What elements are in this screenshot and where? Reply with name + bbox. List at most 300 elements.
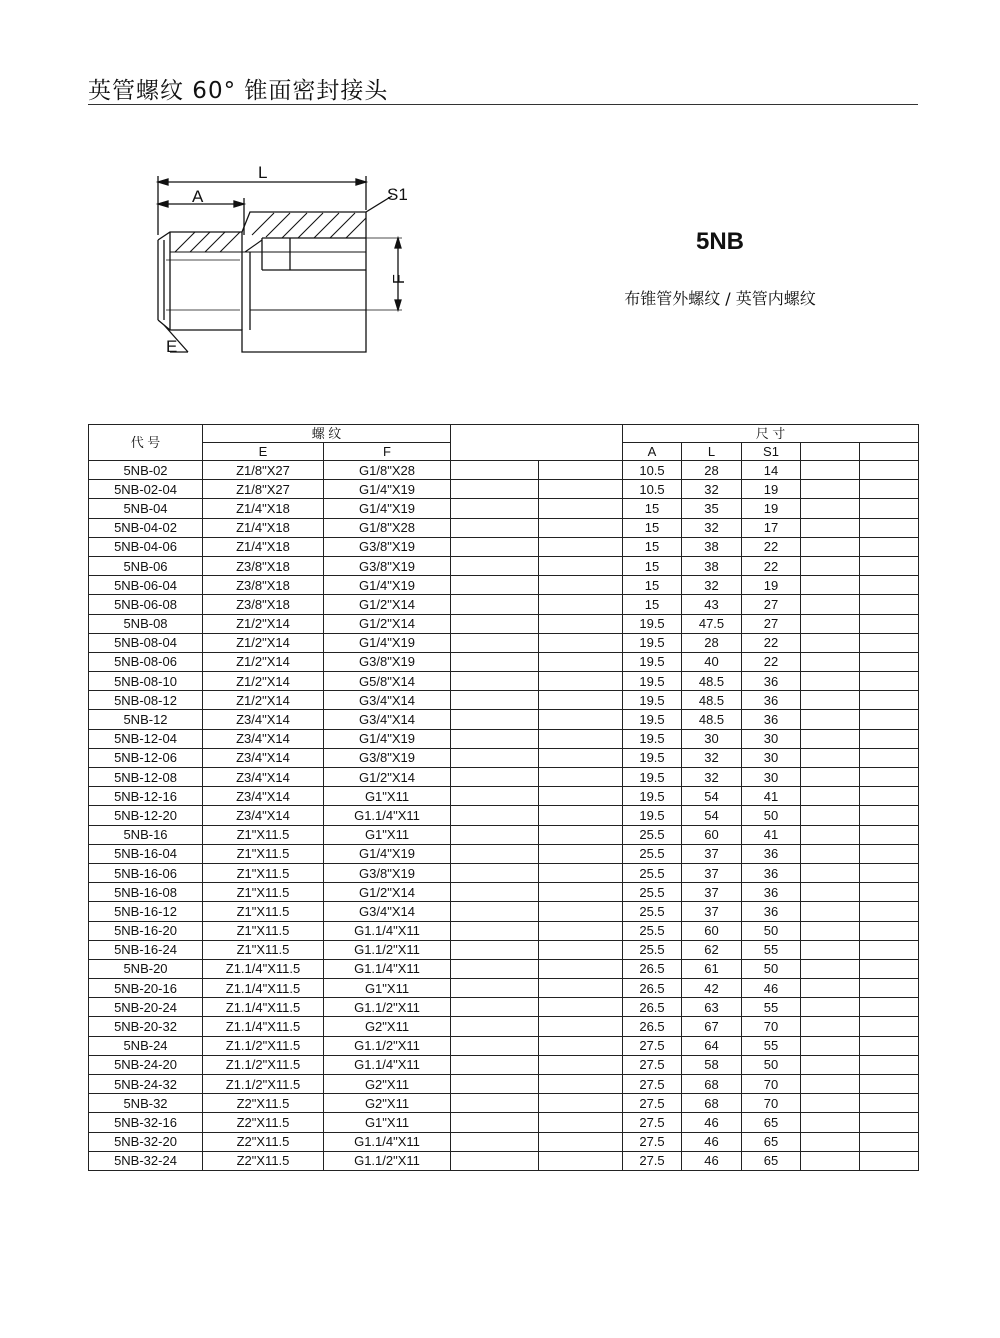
cell-thread-e: Z1"X11.5 (203, 902, 324, 921)
header-code: 代 号 (89, 425, 203, 461)
cell-empty (801, 787, 860, 806)
cell-s1: 19 (742, 576, 801, 595)
cell-s1: 65 (742, 1132, 801, 1151)
cell-empty (801, 633, 860, 652)
cell-l: 48.5 (682, 710, 742, 729)
cell-code: 5NB-24-32 (89, 1075, 203, 1094)
cell-blank (539, 710, 623, 729)
cell-l: 37 (682, 863, 742, 882)
cell-thread-e: Z3/8"X18 (203, 595, 324, 614)
cell-code: 5NB-16-24 (89, 940, 203, 959)
cell-empty (860, 998, 919, 1017)
cell-blank (451, 902, 539, 921)
cell-empty (860, 921, 919, 940)
table-row (89, 959, 919, 978)
cell-thread-f: G1/4"X19 (324, 480, 451, 499)
cell-blank (539, 1036, 623, 1055)
cell-thread-f: G1/4"X19 (324, 729, 451, 748)
cell-empty (801, 556, 860, 575)
cell-s1: 65 (742, 1151, 801, 1170)
cell-s1: 55 (742, 1036, 801, 1055)
cell-s1: 70 (742, 1094, 801, 1113)
cell-s1: 70 (742, 1075, 801, 1094)
cell-empty (801, 1017, 860, 1036)
cell-thread-e: Z1/4"X18 (203, 518, 324, 537)
cell-empty (860, 825, 919, 844)
header-empty (801, 443, 860, 461)
cell-blank (539, 787, 623, 806)
cell-l: 46 (682, 1113, 742, 1132)
cell-thread-f: G1/2"X14 (324, 883, 451, 902)
cell-blank (539, 979, 623, 998)
cell-code: 5NB-16-08 (89, 883, 203, 902)
cell-thread-e: Z1.1/4"X11.5 (203, 998, 324, 1017)
cell-blank (451, 595, 539, 614)
cell-a: 10.5 (623, 480, 682, 499)
cell-empty (860, 844, 919, 863)
cell-thread-f: G1/4"X19 (324, 633, 451, 652)
cell-empty (860, 691, 919, 710)
cell-a: 27.5 (623, 1075, 682, 1094)
cell-blank (539, 576, 623, 595)
cell-code: 5NB-04 (89, 499, 203, 518)
cell-blank (451, 1094, 539, 1113)
cell-empty (801, 691, 860, 710)
cell-thread-e: Z2"X11.5 (203, 1094, 324, 1113)
cell-blank (451, 461, 539, 480)
cell-empty (860, 480, 919, 499)
cell-s1: 22 (742, 556, 801, 575)
product-description: 布锥管外螺纹 / 英管内螺纹 (624, 289, 816, 308)
cell-blank (539, 806, 623, 825)
cell-a: 27.5 (623, 1036, 682, 1055)
cell-a: 25.5 (623, 863, 682, 882)
cell-s1: 14 (742, 461, 801, 480)
cell-blank (539, 768, 623, 787)
table-row (89, 748, 919, 767)
cell-empty (801, 883, 860, 902)
cell-empty (860, 1017, 919, 1036)
cell-thread-e: Z1.1/4"X11.5 (203, 959, 324, 978)
cell-empty (860, 883, 919, 902)
cell-thread-e: Z1/2"X14 (203, 691, 324, 710)
cell-s1: 27 (742, 614, 801, 633)
cell-blank (451, 1113, 539, 1132)
cell-thread-e: Z3/4"X14 (203, 729, 324, 748)
cell-thread-f: G3/8"X19 (324, 556, 451, 575)
cell-thread-e: Z3/4"X14 (203, 768, 324, 787)
cell-code: 5NB-32-24 (89, 1151, 203, 1170)
cell-s1: 30 (742, 768, 801, 787)
cell-code: 5NB-12-16 (89, 787, 203, 806)
cell-thread-f: G1.1/4"X11 (324, 806, 451, 825)
cell-blank (451, 863, 539, 882)
cell-empty (860, 461, 919, 480)
cell-empty (801, 518, 860, 537)
cell-empty (801, 614, 860, 633)
cell-s1: 36 (742, 902, 801, 921)
table-row (89, 1055, 919, 1074)
cell-l: 38 (682, 556, 742, 575)
cell-empty (860, 806, 919, 825)
cell-blank (539, 844, 623, 863)
cell-s1: 19 (742, 499, 801, 518)
cell-a: 19.5 (623, 652, 682, 671)
cell-blank (451, 1055, 539, 1074)
cell-empty (860, 863, 919, 882)
cell-thread-f: G1"X11 (324, 979, 451, 998)
cell-empty (801, 979, 860, 998)
cell-blank (451, 768, 539, 787)
cell-a: 15 (623, 556, 682, 575)
cell-a: 25.5 (623, 825, 682, 844)
cell-thread-f: G1/2"X14 (324, 614, 451, 633)
cell-thread-f: G1/4"X19 (324, 499, 451, 518)
cell-empty (801, 461, 860, 480)
cell-l: 32 (682, 748, 742, 767)
cell-l: 61 (682, 959, 742, 978)
cell-thread-f: G3/4"X14 (324, 691, 451, 710)
cell-thread-f: G1/8"X28 (324, 461, 451, 480)
cell-code: 5NB-04-06 (89, 537, 203, 556)
table-row (89, 768, 919, 787)
cell-thread-e: Z1.1/2"X11.5 (203, 1055, 324, 1074)
cell-thread-e: Z1/2"X14 (203, 633, 324, 652)
cell-empty (801, 710, 860, 729)
cell-l: 37 (682, 844, 742, 863)
cell-thread-f: G1/2"X14 (324, 595, 451, 614)
cell-blank (451, 940, 539, 959)
cell-code: 5NB-16-12 (89, 902, 203, 921)
cell-code: 5NB-12-06 (89, 748, 203, 767)
cell-code: 5NB-06 (89, 556, 203, 575)
cell-thread-e: Z1/2"X14 (203, 614, 324, 633)
cell-empty (801, 806, 860, 825)
cell-blank (451, 576, 539, 595)
table-header-row (89, 425, 919, 443)
cell-thread-e: Z1/2"X14 (203, 652, 324, 671)
cell-empty (860, 1036, 919, 1055)
cell-empty (860, 1094, 919, 1113)
cell-thread-e: Z1.1/2"X11.5 (203, 1075, 324, 1094)
cell-empty (860, 633, 919, 652)
cell-empty (860, 652, 919, 671)
cell-code: 5NB-12 (89, 710, 203, 729)
cell-a: 26.5 (623, 979, 682, 998)
cell-thread-f: G1/2"X14 (324, 768, 451, 787)
cell-thread-f: G3/4"X14 (324, 710, 451, 729)
cell-s1: 36 (742, 863, 801, 882)
cell-s1: 36 (742, 710, 801, 729)
label-F: F (391, 274, 408, 284)
cell-l: 37 (682, 902, 742, 921)
cell-a: 19.5 (623, 748, 682, 767)
cell-code: 5NB-04-02 (89, 518, 203, 537)
cell-thread-e: Z3/4"X14 (203, 748, 324, 767)
cell-l: 40 (682, 652, 742, 671)
cell-blank (539, 1055, 623, 1074)
table-row (89, 652, 919, 671)
cell-a: 26.5 (623, 998, 682, 1017)
cell-code: 5NB-16-04 (89, 844, 203, 863)
cell-thread-f: G3/4"X14 (324, 902, 451, 921)
cell-empty (801, 537, 860, 556)
cell-blank (539, 537, 623, 556)
cell-empty (801, 1075, 860, 1094)
cell-blank (539, 1113, 623, 1132)
cell-blank (539, 940, 623, 959)
cell-s1: 36 (742, 844, 801, 863)
cell-empty (801, 940, 860, 959)
cell-blank (451, 710, 539, 729)
cell-empty (860, 959, 919, 978)
cell-l: 68 (682, 1075, 742, 1094)
cell-a: 10.5 (623, 461, 682, 480)
table-row (89, 940, 919, 959)
cell-thread-e: Z1"X11.5 (203, 863, 324, 882)
cell-code: 5NB-02-04 (89, 480, 203, 499)
cell-s1: 22 (742, 652, 801, 671)
cell-l: 30 (682, 729, 742, 748)
header-f: F (324, 443, 451, 461)
cell-empty (801, 825, 860, 844)
cell-thread-f: G3/8"X19 (324, 652, 451, 671)
cell-thread-e: Z1/4"X18 (203, 499, 324, 518)
cell-s1: 50 (742, 806, 801, 825)
table-row (89, 979, 919, 998)
cell-blank (451, 1075, 539, 1094)
cell-blank (539, 691, 623, 710)
table-row (89, 806, 919, 825)
cell-s1: 27 (742, 595, 801, 614)
table-row (89, 1075, 919, 1094)
table-row (89, 1113, 919, 1132)
cell-s1: 22 (742, 537, 801, 556)
cell-s1: 17 (742, 518, 801, 537)
cell-l: 60 (682, 825, 742, 844)
cell-thread-e: Z1/8"X27 (203, 480, 324, 499)
cell-empty (801, 499, 860, 518)
cell-thread-e: Z1.1/4"X11.5 (203, 1017, 324, 1036)
cell-empty (801, 1055, 860, 1074)
cell-code: 5NB-08-04 (89, 633, 203, 652)
cell-l: 60 (682, 921, 742, 940)
cell-blank (451, 518, 539, 537)
cell-l: 48.5 (682, 672, 742, 691)
fitting-drawing (140, 160, 430, 365)
cell-a: 15 (623, 576, 682, 595)
cell-s1: 36 (742, 672, 801, 691)
cell-blank (539, 959, 623, 978)
cell-thread-f: G3/8"X19 (324, 748, 451, 767)
table-row (89, 614, 919, 633)
cell-blank (451, 1132, 539, 1151)
cell-empty (801, 729, 860, 748)
cell-s1: 36 (742, 691, 801, 710)
header-blank (451, 425, 623, 461)
cell-a: 19.5 (623, 672, 682, 691)
cell-thread-e: Z1/4"X18 (203, 537, 324, 556)
cell-thread-e: Z1"X11.5 (203, 844, 324, 863)
cell-l: 46 (682, 1151, 742, 1170)
cell-a: 27.5 (623, 1113, 682, 1132)
cell-blank (539, 614, 623, 633)
cell-blank (451, 614, 539, 633)
cell-code: 5NB-32-16 (89, 1113, 203, 1132)
cell-empty (860, 576, 919, 595)
cell-blank (451, 806, 539, 825)
cell-s1: 46 (742, 979, 801, 998)
cell-blank (539, 1151, 623, 1170)
cell-blank (539, 1132, 623, 1151)
cell-code: 5NB-02 (89, 461, 203, 480)
cell-blank (451, 825, 539, 844)
cell-blank (451, 480, 539, 499)
cell-blank (451, 556, 539, 575)
table-row (89, 863, 919, 882)
cell-blank (539, 998, 623, 1017)
cell-thread-f: G1.1/2"X11 (324, 1151, 451, 1170)
cell-blank (451, 844, 539, 863)
cell-code: 5NB-12-04 (89, 729, 203, 748)
cell-code: 5NB-16-06 (89, 863, 203, 882)
cell-s1: 70 (742, 1017, 801, 1036)
page-title: 英管螺纹 60° 锥面密封接头 (88, 78, 389, 104)
cell-a: 19.5 (623, 806, 682, 825)
cell-a: 27.5 (623, 1132, 682, 1151)
cell-blank (451, 652, 539, 671)
cell-l: 28 (682, 461, 742, 480)
cell-thread-f: G1"X11 (324, 787, 451, 806)
cell-l: 42 (682, 979, 742, 998)
cell-empty (860, 979, 919, 998)
cell-empty (860, 1132, 919, 1151)
cell-code: 5NB-32-20 (89, 1132, 203, 1151)
cell-l: 58 (682, 1055, 742, 1074)
table-row (89, 1132, 919, 1151)
cell-empty (860, 518, 919, 537)
cell-l: 37 (682, 883, 742, 902)
cell-thread-e: Z3/4"X14 (203, 787, 324, 806)
cell-thread-e: Z2"X11.5 (203, 1113, 324, 1132)
table-row (89, 576, 919, 595)
cell-blank (451, 1017, 539, 1036)
table-row (89, 461, 919, 480)
cell-s1: 50 (742, 1055, 801, 1074)
cell-empty (860, 1055, 919, 1074)
cell-code: 5NB-12-08 (89, 768, 203, 787)
cell-thread-f: G1/4"X19 (324, 576, 451, 595)
cell-thread-f: G1"X11 (324, 1113, 451, 1132)
cell-empty (801, 863, 860, 882)
cell-a: 25.5 (623, 921, 682, 940)
header-dimension: 尺 寸 (623, 425, 919, 443)
table-row (89, 672, 919, 691)
cell-a: 19.5 (623, 633, 682, 652)
cell-thread-e: Z1.1/2"X11.5 (203, 1036, 324, 1055)
cell-a: 26.5 (623, 959, 682, 978)
cell-a: 27.5 (623, 1055, 682, 1074)
cell-thread-f: G3/8"X19 (324, 863, 451, 882)
table-row (89, 787, 919, 806)
cell-empty (801, 595, 860, 614)
cell-empty (860, 595, 919, 614)
cell-blank (539, 499, 623, 518)
cell-a: 19.5 (623, 691, 682, 710)
cell-blank (451, 787, 539, 806)
cell-blank (539, 902, 623, 921)
cell-blank (539, 883, 623, 902)
cell-a: 19.5 (623, 729, 682, 748)
cell-thread-f: G1.1/2"X11 (324, 940, 451, 959)
cell-a: 25.5 (623, 940, 682, 959)
cell-blank (539, 556, 623, 575)
cell-s1: 55 (742, 998, 801, 1017)
cell-thread-e: Z3/4"X14 (203, 710, 324, 729)
cell-a: 15 (623, 518, 682, 537)
header-a: A (623, 443, 682, 461)
cell-l: 38 (682, 537, 742, 556)
cell-thread-e: Z1/2"X14 (203, 672, 324, 691)
cell-a: 27.5 (623, 1151, 682, 1170)
cell-a: 19.5 (623, 787, 682, 806)
label-A: A (192, 187, 204, 206)
cell-a: 25.5 (623, 902, 682, 921)
cell-thread-f: G1/4"X19 (324, 844, 451, 863)
cell-blank (539, 863, 623, 882)
cell-thread-f: G1.1/4"X11 (324, 959, 451, 978)
label-E: E (166, 337, 178, 356)
cell-l: 63 (682, 998, 742, 1017)
cell-blank (539, 729, 623, 748)
table-row (89, 499, 919, 518)
cell-empty (801, 902, 860, 921)
cell-empty (860, 902, 919, 921)
title-divider (88, 104, 918, 105)
cell-l: 54 (682, 806, 742, 825)
cell-s1: 30 (742, 748, 801, 767)
cell-blank (451, 1151, 539, 1170)
table-row (89, 691, 919, 710)
cell-empty (801, 1036, 860, 1055)
cell-a: 25.5 (623, 844, 682, 863)
cell-l: 68 (682, 1094, 742, 1113)
cell-l: 32 (682, 768, 742, 787)
table-row (89, 556, 919, 575)
cell-a: 25.5 (623, 883, 682, 902)
cell-s1: 19 (742, 480, 801, 499)
cell-empty (860, 787, 919, 806)
table-row (89, 1036, 919, 1055)
cell-blank (539, 595, 623, 614)
cell-blank (451, 729, 539, 748)
cell-l: 62 (682, 940, 742, 959)
cell-thread-f: G1.1/2"X11 (324, 998, 451, 1017)
cell-blank (451, 1036, 539, 1055)
cell-s1: 41 (742, 787, 801, 806)
cell-s1: 41 (742, 825, 801, 844)
table-row (89, 480, 919, 499)
cell-blank (539, 518, 623, 537)
cell-code: 5NB-32 (89, 1094, 203, 1113)
table-row (89, 1017, 919, 1036)
cell-l: 28 (682, 633, 742, 652)
table-row (89, 902, 919, 921)
cell-thread-e: Z2"X11.5 (203, 1132, 324, 1151)
label-L: L (258, 163, 268, 182)
cell-a: 26.5 (623, 1017, 682, 1036)
cell-blank (451, 537, 539, 556)
